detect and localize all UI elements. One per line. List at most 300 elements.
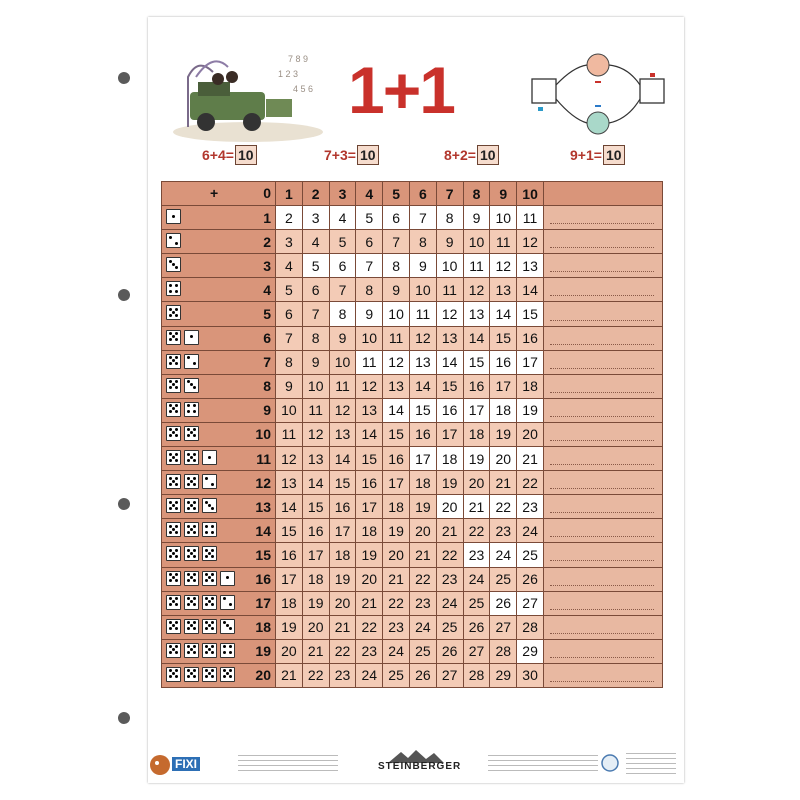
sum-cell: 19	[436, 471, 463, 495]
sum-cell: 8	[302, 326, 329, 350]
sum-cell: 22	[409, 567, 436, 591]
sum-cell: 8	[383, 254, 410, 278]
table-row	[162, 471, 663, 495]
die-icon	[184, 474, 199, 489]
sum-cell: 10	[409, 278, 436, 302]
sum-cell: 8	[356, 278, 383, 302]
dice-group	[166, 402, 199, 417]
row-header	[162, 350, 276, 374]
sum-cell: 22	[463, 519, 490, 543]
sum-cell: 18	[329, 543, 356, 567]
row-label: 13	[255, 498, 271, 515]
example-answer-box: 10	[603, 145, 625, 165]
sum-cell: 10	[436, 254, 463, 278]
sum-cell: 21	[383, 567, 410, 591]
sum-cell: 21	[517, 447, 544, 471]
die-icon	[184, 498, 199, 513]
dice-group	[166, 474, 217, 489]
sum-cell: 23	[490, 519, 517, 543]
sum-cell: 21	[436, 519, 463, 543]
column-header: 8	[463, 182, 490, 206]
die-icon	[166, 450, 181, 465]
row-label: 20	[255, 667, 271, 684]
sum-cell: 15	[409, 398, 436, 422]
die-icon	[166, 354, 181, 369]
write-in-cell[interactable]	[543, 350, 662, 374]
write-in-cell[interactable]	[543, 254, 662, 278]
die-icon	[202, 450, 217, 465]
sum-cell: 14	[276, 495, 303, 519]
sum-cell: 21	[302, 639, 329, 663]
write-line	[550, 247, 654, 248]
table-row	[162, 206, 663, 230]
globe-logo-icon	[600, 753, 620, 773]
sum-cell: 5	[329, 230, 356, 254]
sum-cell: 22	[356, 615, 383, 639]
sum-cell: 29	[490, 663, 517, 687]
dice-group	[166, 643, 235, 658]
dice-group	[166, 667, 235, 682]
sum-cell: 13	[329, 422, 356, 446]
sum-cell: 12	[276, 447, 303, 471]
sum-cell: 17	[302, 543, 329, 567]
write-line	[550, 440, 654, 441]
table-row	[162, 326, 663, 350]
sum-cell: 16	[329, 495, 356, 519]
jeep-illustration	[168, 37, 328, 147]
write-line	[550, 488, 654, 489]
example-expression: 8+2=	[444, 147, 476, 163]
sum-cell: 14	[356, 422, 383, 446]
sum-cell: 23	[463, 543, 490, 567]
sum-cell: 25	[517, 543, 544, 567]
column-header: 9	[490, 182, 517, 206]
die-icon	[184, 546, 199, 561]
die-icon	[166, 233, 181, 248]
write-line	[550, 464, 654, 465]
row-label: 9	[263, 402, 271, 419]
sum-cell: 18	[436, 447, 463, 471]
sum-cell: 14	[302, 471, 329, 495]
example-answer-box: 10	[235, 145, 257, 165]
sum-cell: 18	[302, 567, 329, 591]
die-icon	[202, 571, 217, 586]
sum-cell: 28	[463, 663, 490, 687]
example-answer-box: 10	[357, 145, 379, 165]
column-header: 1	[276, 182, 303, 206]
sum-cell: 6	[276, 302, 303, 326]
dice-group	[166, 354, 199, 369]
sum-cell: 9	[383, 278, 410, 302]
sum-cell: 18	[463, 422, 490, 446]
die-icon	[166, 378, 181, 393]
sum-cell: 22	[436, 543, 463, 567]
column-header: 4	[356, 182, 383, 206]
die-icon	[166, 209, 181, 224]
sum-cell: 22	[329, 639, 356, 663]
sum-cell: 12	[463, 278, 490, 302]
row-label: 14	[255, 522, 271, 539]
row-header	[162, 302, 276, 326]
sum-cell: 11	[517, 206, 544, 230]
sum-cell: 8	[329, 302, 356, 326]
write-line	[550, 512, 654, 513]
die-icon	[202, 546, 217, 561]
sum-cell: 19	[409, 495, 436, 519]
write-in-cell[interactable]	[543, 422, 662, 446]
sum-cell: 20	[463, 471, 490, 495]
sum-cell: 13	[356, 398, 383, 422]
sum-cell: 9	[436, 230, 463, 254]
sum-cell: 19	[463, 447, 490, 471]
sum-cell: 10	[463, 230, 490, 254]
die-icon	[166, 546, 181, 561]
sum-cell: 2	[276, 206, 303, 230]
sum-cell: 15	[302, 495, 329, 519]
sum-cell: 20	[517, 422, 544, 446]
write-line	[550, 368, 654, 369]
table-row	[162, 398, 663, 422]
sum-cell: 12	[436, 302, 463, 326]
sum-cell: 19	[276, 615, 303, 639]
sum-cell: 12	[517, 230, 544, 254]
addition-table	[161, 181, 663, 688]
sum-cell: 20	[409, 519, 436, 543]
sum-cell: 10	[383, 302, 410, 326]
write-in-cell[interactable]	[543, 615, 662, 639]
sum-cell: 12	[356, 374, 383, 398]
sum-cell: 25	[436, 615, 463, 639]
row-header	[162, 398, 276, 422]
row-label: 12	[255, 474, 271, 491]
sum-cell: 13	[409, 350, 436, 374]
sum-cell: 23	[383, 615, 410, 639]
die-icon	[166, 667, 181, 682]
sum-cell: 24	[517, 519, 544, 543]
sum-cell: 16	[409, 422, 436, 446]
sum-cell: 23	[517, 495, 544, 519]
die-icon	[166, 571, 181, 586]
sum-cell: 10	[302, 374, 329, 398]
dice-group	[166, 522, 217, 537]
sum-cell: 23	[436, 567, 463, 591]
sum-cell: 17	[517, 350, 544, 374]
sum-cell: 16	[276, 543, 303, 567]
column-header: 5	[383, 182, 410, 206]
sum-cell: 16	[383, 447, 410, 471]
sum-cell: 24	[383, 639, 410, 663]
table-row	[162, 495, 663, 519]
write-line	[550, 271, 654, 272]
example-4	[570, 145, 625, 165]
row-header	[162, 567, 276, 591]
dice-group	[166, 595, 235, 610]
sum-cell: 22	[517, 471, 544, 495]
sum-cell: 22	[383, 591, 410, 615]
distributor-address-text	[488, 755, 598, 775]
dice-group	[166, 305, 181, 320]
sum-cell: 3	[276, 230, 303, 254]
die-icon	[202, 474, 217, 489]
sum-cell: 18	[490, 398, 517, 422]
write-in-cell[interactable]	[543, 663, 662, 687]
sum-cell: 12	[302, 422, 329, 446]
sum-cell: 28	[517, 615, 544, 639]
die-icon	[166, 595, 181, 610]
sum-cell: 3	[302, 206, 329, 230]
sum-cell: 18	[356, 519, 383, 543]
write-in-cell[interactable]	[543, 519, 662, 543]
sum-cell: 6	[302, 278, 329, 302]
row-header	[162, 206, 276, 230]
example-expression: 7+3=	[324, 147, 356, 163]
sum-cell: 18	[383, 495, 410, 519]
sum-cell: 23	[329, 663, 356, 687]
column-header: 10	[517, 182, 544, 206]
row-header	[162, 519, 276, 543]
sum-cell: 13	[517, 254, 544, 278]
table-row	[162, 663, 663, 687]
sum-cell: 17	[490, 374, 517, 398]
publisher-brand: STEINBERGER	[378, 761, 462, 772]
sum-cell: 27	[517, 591, 544, 615]
sum-cell: 19	[329, 567, 356, 591]
write-line	[550, 392, 654, 393]
row-label: 8	[263, 378, 271, 395]
example-2	[324, 145, 379, 165]
sum-cell: 7	[329, 278, 356, 302]
sum-cell: 8	[409, 230, 436, 254]
sum-cell: 24	[463, 567, 490, 591]
write-line	[550, 416, 654, 417]
sum-cell: 9	[356, 302, 383, 326]
sum-cell: 14	[490, 302, 517, 326]
row-header	[162, 230, 276, 254]
dice-group	[166, 571, 235, 586]
row-label: 7	[263, 354, 271, 371]
table-row	[162, 447, 663, 471]
column-header: 0	[263, 185, 271, 201]
table-row	[162, 278, 663, 302]
sum-cell: 17	[409, 447, 436, 471]
example-answer-box: 10	[477, 145, 499, 165]
sum-cell: 16	[490, 350, 517, 374]
sum-cell: 27	[490, 615, 517, 639]
sum-cell: 26	[436, 639, 463, 663]
sum-cell: 11	[383, 326, 410, 350]
row-label: 17	[255, 595, 271, 612]
row-header	[162, 254, 276, 278]
sum-cell: 7	[302, 302, 329, 326]
die-icon	[202, 498, 217, 513]
die-icon	[184, 619, 199, 634]
sum-cell: 25	[409, 639, 436, 663]
sum-cell: 21	[276, 663, 303, 687]
sum-cell: 16	[517, 326, 544, 350]
write-in-cell[interactable]	[543, 639, 662, 663]
die-icon	[184, 426, 199, 441]
row-header	[162, 447, 276, 471]
sum-cell: 17	[463, 398, 490, 422]
sum-cell: 11	[463, 254, 490, 278]
die-icon	[184, 330, 199, 345]
write-in-cell[interactable]	[543, 278, 662, 302]
sum-cell: 6	[383, 206, 410, 230]
dice-group	[166, 498, 217, 513]
column-header: 2	[302, 182, 329, 206]
table-row	[162, 254, 663, 278]
sum-cell: 16	[463, 374, 490, 398]
sum-cell: 18	[276, 591, 303, 615]
write-in-cell[interactable]	[543, 206, 662, 230]
row-label: 5	[263, 306, 271, 323]
row-label: 10	[255, 426, 271, 443]
die-icon	[166, 643, 181, 658]
die-icon	[166, 402, 181, 417]
write-in-cell[interactable]	[543, 230, 662, 254]
die-icon	[184, 354, 199, 369]
sum-cell: 25	[463, 591, 490, 615]
write-in-cell[interactable]	[543, 398, 662, 422]
sum-cell: 26	[409, 663, 436, 687]
row-label: 2	[263, 233, 271, 250]
table-row	[162, 230, 663, 254]
sum-cell: 17	[356, 495, 383, 519]
column-header: 3	[329, 182, 356, 206]
sum-cell: 8	[276, 350, 303, 374]
write-line	[550, 633, 654, 634]
dice-group	[166, 330, 199, 345]
answer-column-header	[543, 182, 662, 206]
sum-cell: 13	[302, 447, 329, 471]
write-in-cell[interactable]	[543, 302, 662, 326]
sum-cell: 28	[490, 639, 517, 663]
sum-cell: 15	[329, 471, 356, 495]
sum-cell: 24	[436, 591, 463, 615]
sum-cell: 4	[302, 230, 329, 254]
row-label: 18	[255, 619, 271, 636]
die-icon	[202, 667, 217, 682]
write-in-cell[interactable]	[543, 543, 662, 567]
die-icon	[166, 257, 181, 272]
sum-cell: 21	[409, 543, 436, 567]
sum-cell: 20	[276, 639, 303, 663]
die-icon	[202, 522, 217, 537]
sum-cell: 14	[409, 374, 436, 398]
sum-cell: 7	[276, 326, 303, 350]
sum-cell: 20	[490, 447, 517, 471]
sum-cell: 4	[276, 254, 303, 278]
sum-cell: 15	[383, 422, 410, 446]
die-icon	[220, 595, 235, 610]
table-row	[162, 350, 663, 374]
dice-group	[166, 426, 199, 441]
sum-cell: 16	[436, 398, 463, 422]
sum-cell: 11	[490, 230, 517, 254]
write-in-cell[interactable]	[543, 495, 662, 519]
die-icon	[220, 643, 235, 658]
die-icon	[166, 619, 181, 634]
write-in-cell[interactable]	[543, 591, 662, 615]
write-line	[550, 536, 654, 537]
sum-cell: 23	[356, 639, 383, 663]
die-icon	[220, 571, 235, 586]
sum-cell: 23	[409, 591, 436, 615]
sum-cell: 27	[463, 639, 490, 663]
sum-cell: 20	[329, 591, 356, 615]
write-in-cell[interactable]	[543, 447, 662, 471]
die-icon	[184, 378, 199, 393]
dice-group	[166, 450, 217, 465]
table-row	[162, 591, 663, 615]
sum-cell: 11	[356, 350, 383, 374]
write-in-cell[interactable]	[543, 471, 662, 495]
row-header	[162, 663, 276, 687]
sum-cell: 14	[329, 447, 356, 471]
sum-cell: 16	[302, 519, 329, 543]
sum-cell: 15	[490, 326, 517, 350]
die-icon	[166, 474, 181, 489]
fixi-logo: FIXI	[172, 757, 200, 771]
sum-cell: 10	[490, 206, 517, 230]
write-line	[550, 295, 654, 296]
sum-cell: 15	[276, 519, 303, 543]
dice-group	[166, 619, 235, 634]
write-in-cell[interactable]	[543, 326, 662, 350]
write-line	[550, 320, 654, 321]
sum-cell: 21	[356, 591, 383, 615]
sum-cell: 19	[517, 398, 544, 422]
binder-hole-4	[118, 712, 130, 724]
sum-cell: 25	[490, 567, 517, 591]
row-label: 3	[263, 257, 271, 274]
sum-cell: 5	[276, 278, 303, 302]
write-in-cell[interactable]	[543, 374, 662, 398]
sum-cell: 26	[463, 615, 490, 639]
sum-cell: 26	[490, 591, 517, 615]
table-row	[162, 422, 663, 446]
sum-cell: 6	[329, 254, 356, 278]
dice-group	[166, 209, 181, 224]
sum-cell: 12	[409, 326, 436, 350]
die-icon	[202, 619, 217, 634]
write-in-cell[interactable]	[543, 567, 662, 591]
die-icon	[166, 281, 181, 296]
sum-cell: 5	[302, 254, 329, 278]
row-header	[162, 615, 276, 639]
die-icon	[184, 402, 199, 417]
example-expression: 9+1=	[570, 147, 602, 163]
sum-cell: 5	[356, 206, 383, 230]
sum-cell: 19	[383, 519, 410, 543]
sum-cell: 11	[329, 374, 356, 398]
sum-cell: 14	[436, 350, 463, 374]
write-line	[550, 585, 654, 586]
write-line	[550, 681, 654, 682]
table-row	[162, 374, 663, 398]
svg-text:7 8 9: 7 8 9	[288, 54, 309, 64]
example-1	[202, 145, 257, 165]
table-row	[162, 639, 663, 663]
row-label: 4	[263, 281, 271, 298]
sum-cell: 4	[329, 206, 356, 230]
die-icon	[184, 571, 199, 586]
sum-cell: 11	[436, 278, 463, 302]
sum-cell: 17	[276, 567, 303, 591]
sum-cell: 15	[436, 374, 463, 398]
mascot-logo-icon	[148, 753, 172, 777]
sum-cell: 14	[383, 398, 410, 422]
